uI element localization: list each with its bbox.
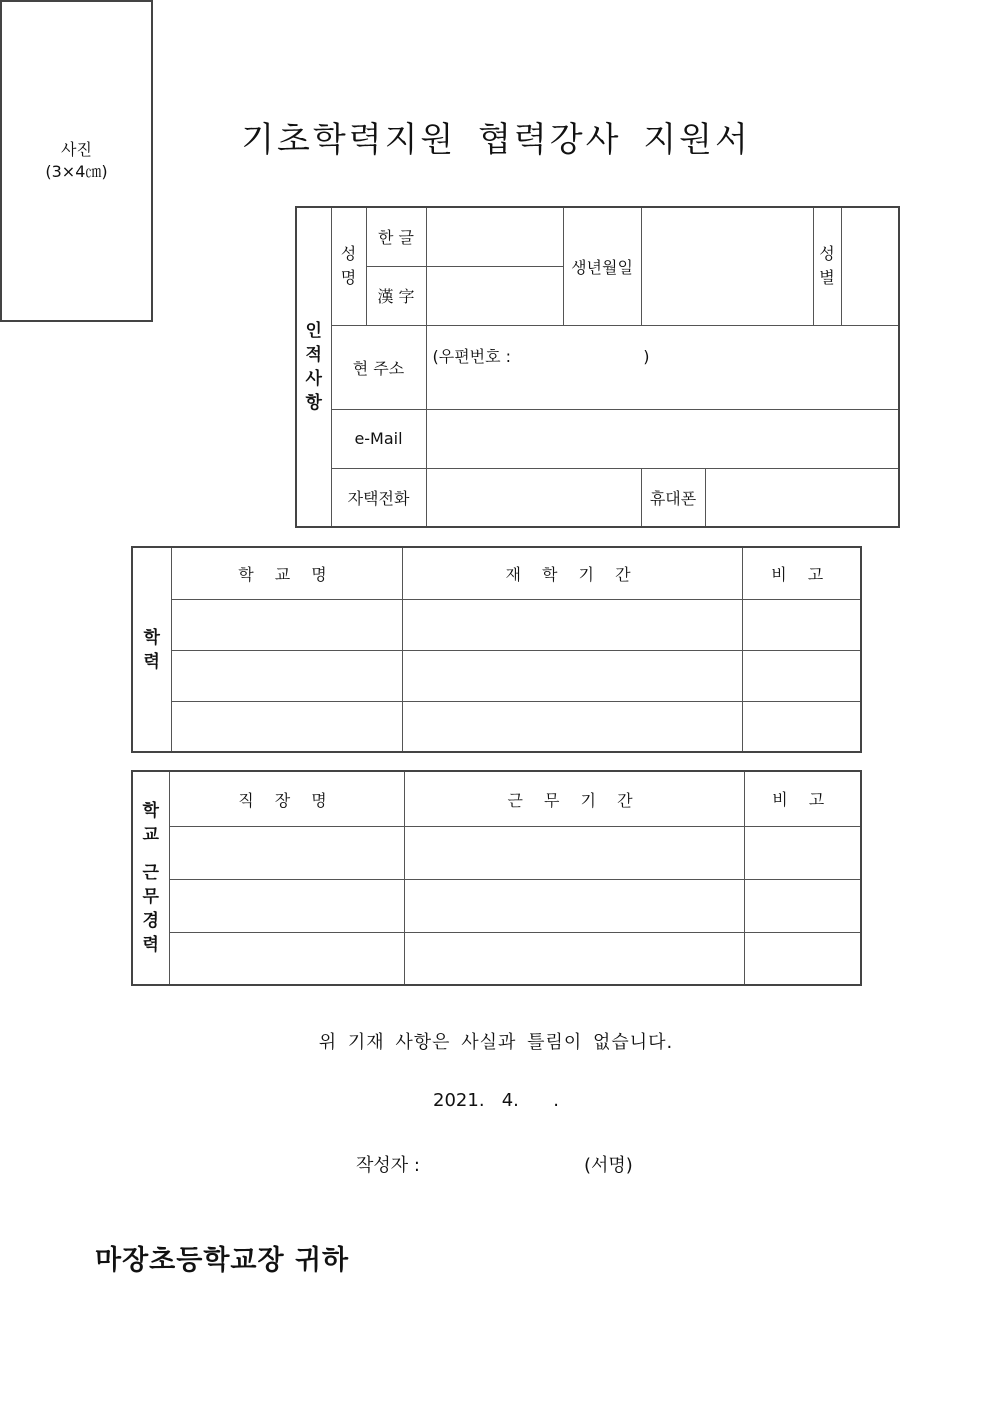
study-period-header: 재 학 기 간 bbox=[402, 547, 742, 599]
date-line: 2021. 4. . bbox=[433, 1090, 559, 1111]
home-phone-label: 자택전화 bbox=[331, 468, 426, 527]
study-period-cell[interactable] bbox=[402, 701, 742, 752]
author-label: 작성자 : bbox=[356, 1155, 420, 1176]
career-section-label: 학 교 근 무 경 력 bbox=[132, 771, 169, 985]
workplace-cell[interactable] bbox=[169, 826, 404, 879]
workplace-cell[interactable] bbox=[169, 932, 404, 985]
confirmation-statement: 위 기재 사항은 사실과 틀림이 없습니다. bbox=[318, 1032, 674, 1053]
school-name-cell[interactable] bbox=[171, 650, 402, 701]
hanja-label: 漢 字 bbox=[366, 266, 426, 325]
school-name-header: 학 교 명 bbox=[171, 547, 402, 599]
photo-size: (3×4㎝) bbox=[45, 162, 108, 181]
document-title: 기초학력지원 협력강사 지원서 bbox=[241, 120, 751, 160]
workplace-header: 직 장 명 bbox=[169, 771, 404, 826]
mobile-field[interactable] bbox=[705, 468, 899, 527]
school-name-cell[interactable] bbox=[171, 701, 402, 752]
workplace-cell[interactable] bbox=[169, 879, 404, 932]
personal-info-table bbox=[295, 206, 900, 528]
mobile-label: 휴대폰 bbox=[641, 468, 705, 527]
home-phone-field[interactable] bbox=[426, 468, 641, 527]
education-note-cell[interactable] bbox=[742, 599, 861, 650]
work-period-cell[interactable] bbox=[404, 826, 744, 879]
education-note-cell[interactable] bbox=[742, 650, 861, 701]
address-label: 현 주소 bbox=[331, 325, 426, 409]
career-note-cell[interactable] bbox=[744, 826, 861, 879]
gender-field[interactable] bbox=[841, 207, 899, 325]
name-label: 성 명 bbox=[331, 207, 366, 325]
signature-label: (서명) bbox=[584, 1155, 633, 1176]
photo-label: 사진 bbox=[61, 140, 92, 159]
education-section-label: 학 력 bbox=[132, 547, 171, 752]
address-field[interactable]: (우편번호 : ) bbox=[426, 325, 899, 409]
work-period-header: 근 무 기 간 bbox=[404, 771, 744, 826]
education-note-cell[interactable] bbox=[742, 701, 861, 752]
hanja-name-field[interactable] bbox=[426, 266, 563, 325]
personal-section-label: 인 적 사 항 bbox=[296, 207, 331, 527]
career-note-cell[interactable] bbox=[744, 879, 861, 932]
birth-label: 생년월일 bbox=[563, 207, 641, 325]
education-note-header: 비 고 bbox=[742, 547, 861, 599]
hangul-label: 한 글 bbox=[366, 207, 426, 266]
email-label: e-Mail bbox=[331, 409, 426, 468]
career-note-cell[interactable] bbox=[744, 932, 861, 985]
study-period-cell[interactable] bbox=[402, 599, 742, 650]
email-field[interactable] bbox=[426, 409, 899, 468]
work-period-cell[interactable] bbox=[404, 879, 744, 932]
career-note-header: 비 고 bbox=[744, 771, 861, 826]
study-period-cell[interactable] bbox=[402, 650, 742, 701]
photo-box bbox=[0, 0, 153, 322]
school-name-cell[interactable] bbox=[171, 599, 402, 650]
recipient-line: 마장초등학교장 귀하 bbox=[95, 1245, 350, 1276]
gender-label: 성 별 bbox=[813, 207, 841, 325]
hangul-name-field[interactable] bbox=[426, 207, 563, 266]
birth-field[interactable] bbox=[641, 207, 813, 325]
education-table bbox=[131, 546, 862, 753]
career-table bbox=[131, 770, 862, 986]
work-period-cell[interactable] bbox=[404, 932, 744, 985]
